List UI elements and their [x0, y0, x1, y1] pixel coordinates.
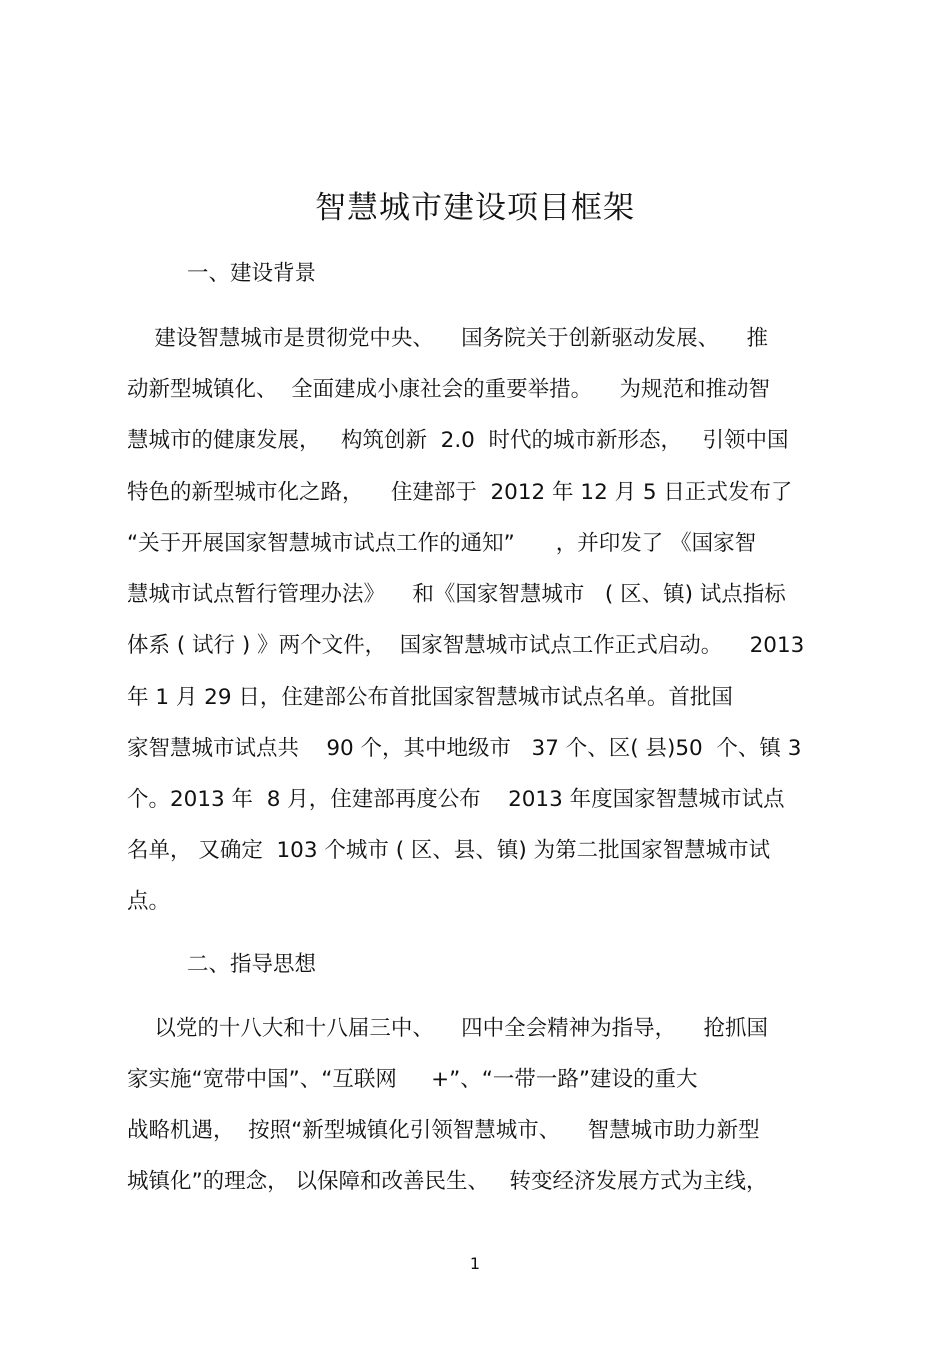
paragraph-line: 体系 ( 试行 ) 》两个文件， 国家智慧城市试点工作正式启动。 2013 [127, 633, 805, 658]
paragraph-line: 点。 [127, 889, 171, 914]
paragraph-line: 动新型城镇化、 全面建成小康社会的重要举措。 为规范和推动智 [127, 377, 771, 402]
paragraph-line: “关于开展国家智慧城市试点工作的通知” ，并印发了 《国家智 [127, 531, 757, 556]
section-heading-background: 一、建设背景 [187, 261, 317, 286]
paragraph-line: 家智慧城市试点共 90 个，其中地级市 37 个、区( 县)50 个、镇 3 [127, 736, 802, 761]
paragraph-line: 个。2013 年 8 月，住建部再度公布 2013 年度国家智慧城市试点 [127, 787, 785, 812]
section-heading-guiding-ideology: 二、指导思想 [187, 952, 317, 977]
paragraph-line: 慧城市试点暂行管理办法》 和《国家智慧城市 ( 区、镇) 试点指标 [127, 582, 786, 607]
paragraph-line: 名单， 又确定 103 个城市 ( 区、县、镇) 为第二批国家智慧城市试 [127, 838, 771, 863]
paragraph-line: 家实施“宽带中国”、“互联网 +”、“一带一路”建设的重大 [127, 1067, 698, 1092]
paragraph-line: 建设智慧城市是贯彻党中央、 国务院关于创新驱动发展、 推 [127, 326, 769, 351]
document-title: 智慧城市建设项目框架 [315, 190, 635, 226]
paragraph-line: 年 1 月 29 日，住建部公布首批国家智慧城市试点名单。首批国 [127, 685, 733, 710]
page-number: 1 [469, 1254, 481, 1273]
paragraph-line: 以党的十八大和十八届三中、 四中全会精神为指导， 抢抓国 [127, 1016, 769, 1041]
paragraph-line: 战略机遇， 按照“新型城镇化引领智慧城市、 智慧城市助力新型 [127, 1118, 760, 1143]
paragraph-line: 特色的新型城市化之路， 住建部于 2012 年 12 月 5 日正式发布了 [127, 480, 793, 505]
paragraph-line: 慧城市的健康发展， 构筑创新 2.0 时代的城市新形态， 引领中国 [127, 428, 789, 453]
paragraph-line: 城镇化”的理念， 以保障和改善民生、 转变经济发展方式为主线， [127, 1169, 768, 1194]
